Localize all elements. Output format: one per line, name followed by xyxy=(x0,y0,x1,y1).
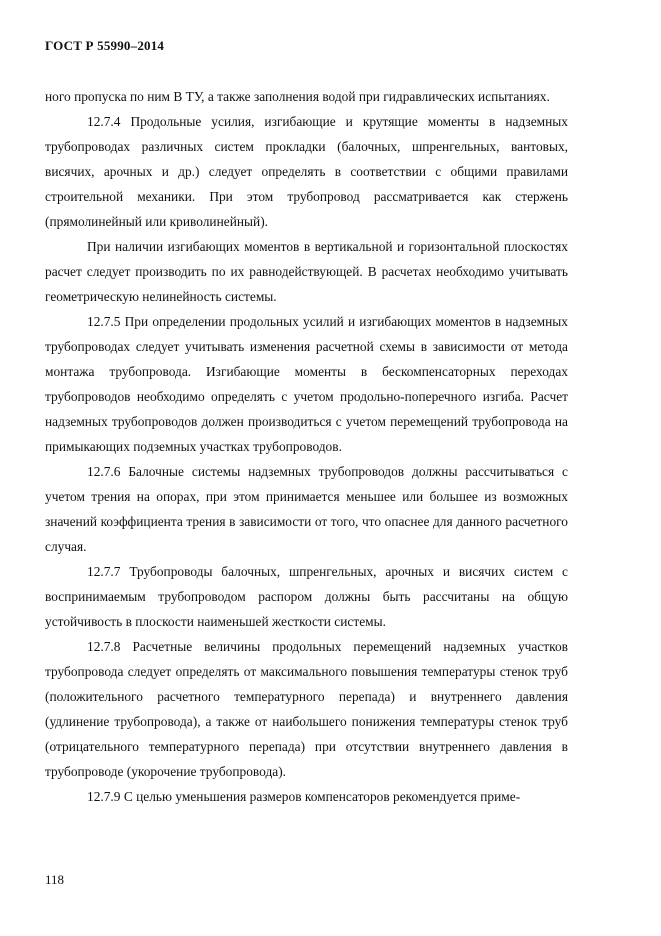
document-header: ГОСТ Р 55990–2014 xyxy=(45,38,165,53)
paragraph-continuation: ного пропуска по ним В ТУ, а также заполнения водой при гидравлических испытаниях. xyxy=(45,89,550,104)
page-body xyxy=(45,84,568,809)
paragraph-12-7-6: 12.7.6 Балочные системы надземных трубопроводов должны рассчитываться с учетом трения на опорах, при этом принимается меньшее или большее из возможных значений коэффициента трения в зависимости от того, что опаснее для данного расчетного случая. xyxy=(45,464,568,554)
paragraph-12-7-4: 12.7.4 Продольные усилия, изгибающие и крутящие моменты в надземных трубопроводах различных систем прокладки (балочных, шпренгельных, вантовых, висячих, арочных и др.) следует определять в соответствии с общими правилами строительной механики. При этом трубопровод рассматривается как стержень (прямолинейный или криволинейный). xyxy=(45,114,568,229)
paragraph-12-7-5: 12.7.5 При определении продольных усилий и изгибающих моментов в надземных трубопроводах следует учитывать изменения расчетной схемы в зависимости от метода монтажа трубопровода. Изгибающие моменты в бескомпенсаторных переходах трубопроводов необходимо определять с учетом продольно-поперечного изгиба. Расчет надземных трубопроводов должен производиться с учетом перемещений трубопровода на примыкающих подземных участках трубопроводов. xyxy=(45,314,568,454)
paragraph-bending-moments: При наличии изгибающих моментов в вертикальной и горизонтальной плоскостях расчет следует производить по их равнодействующей. В расчетах необходимо учитывать геометрическую нелинейность системы. xyxy=(45,239,568,304)
paragraph-12-7-8: 12.7.8 Расчетные величины продольных перемещений надземных участков трубопровода следует определять от максимального повышения температуры стенок труб (положительного расчетного температурного перепада) и внутреннего давления (удлинение трубопровода), а также от наибольшего понижения температуры стенок труб (отрицательного температурного перепада) при отсутствии внутреннего давления в трубопроводе (укорочение трубопровода). xyxy=(45,639,568,779)
paragraph-12-7-7: 12.7.7 Трубопроводы балочных, шпренгельных, арочных и висячих систем с воспринимаемым трубопроводом распором должны быть рассчитаны на общую устойчивость в плоскости наименьшей жесткости системы. xyxy=(45,564,568,629)
page-number: 118 xyxy=(45,872,65,887)
paragraph-12-7-9: 12.7.9 С целью уменьшения размеров компенсаторов рекомендуется приме- xyxy=(87,789,521,804)
